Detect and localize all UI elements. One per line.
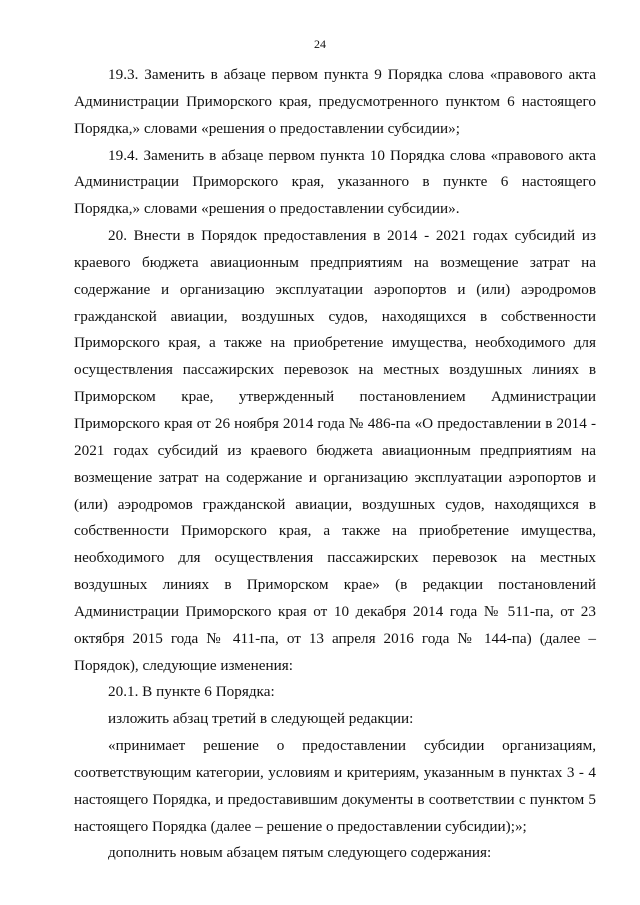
paragraph-20: 20. Внести в Порядок предоставления в 2014 - 2021 годах субсидий из краевого бюджета авиационным предприятиям на возмещение затрат на содержание и организацию эксплуатации аэропортов и (или) аэродромов гражданской авиации, воздушных судов, находящихся в собственности Приморского края, а также на приобретение имущества, необходимого для осуществления пассажирских перевозок на местных воздушных линиях в Приморском крае, утвержденный постановлением Администрации Приморского края от 26 ноября 2014 года № 486-па «О предоставлении в 2014 - 2021 годах субсидий из краевого бюджета авиационным предприятиям на возмещение затрат на содержание и организацию эксплуатации аэропортов и (или) аэродромов гражданской авиации, воздушных судов, находящихся в собственности Приморского края, а также на приобретение имущества, необходимого для осуществления пассажирских перевозок на местных воздушных линиях в Приморском крае» (в редакции постановлений Администрации Приморского края от 10 декабря 2014 года № 511-па, от 23 октября 2015 года № 411-па, от 13 апреля 2016 года № 144-па) (далее – Порядок), следующие изменения:: [74, 227, 596, 674]
paragraph-19-4: 19.4. Заменить в абзаце первом пункта 10 Порядка слова «правового акта Администрации Приморского края, указанного в пункте 6 настоящего Порядка,» словами «решения о предоставлении субсидии».: [74, 146, 596, 218]
paragraph-instruction-abzac-tretiy: изложить абзац третий в следующей редакции:: [108, 710, 414, 728]
paragraph-instruction-abzac-pyatyy: дополнить новым абзацем пятым следующего содержания:: [108, 844, 492, 862]
paragraph-19-3: 19.3. Заменить в абзаце первом пункта 9 Порядка слова «правового акта Администрации Приморского края, предусмотренного пунктом 6 настоящего Порядка,» словами «решения о предоставлении субсидии»;: [74, 66, 596, 137]
paragraph-quoted-text: «принимает решение о предоставлении субсидии организациям, соответствующим категории, условиям и критериям, указанным в пунктах 3 - 4 настоящего Порядка, и предоставившим документы в соответствии с пунктом 5 настоящего Порядка (далее – решение о предоставлении субсидии);»;: [74, 737, 596, 835]
document-body: [74, 62, 596, 867]
paragraph-20-1: 20.1. В пункте 6 Порядка:: [108, 683, 275, 701]
page-number: 24: [314, 37, 326, 51]
